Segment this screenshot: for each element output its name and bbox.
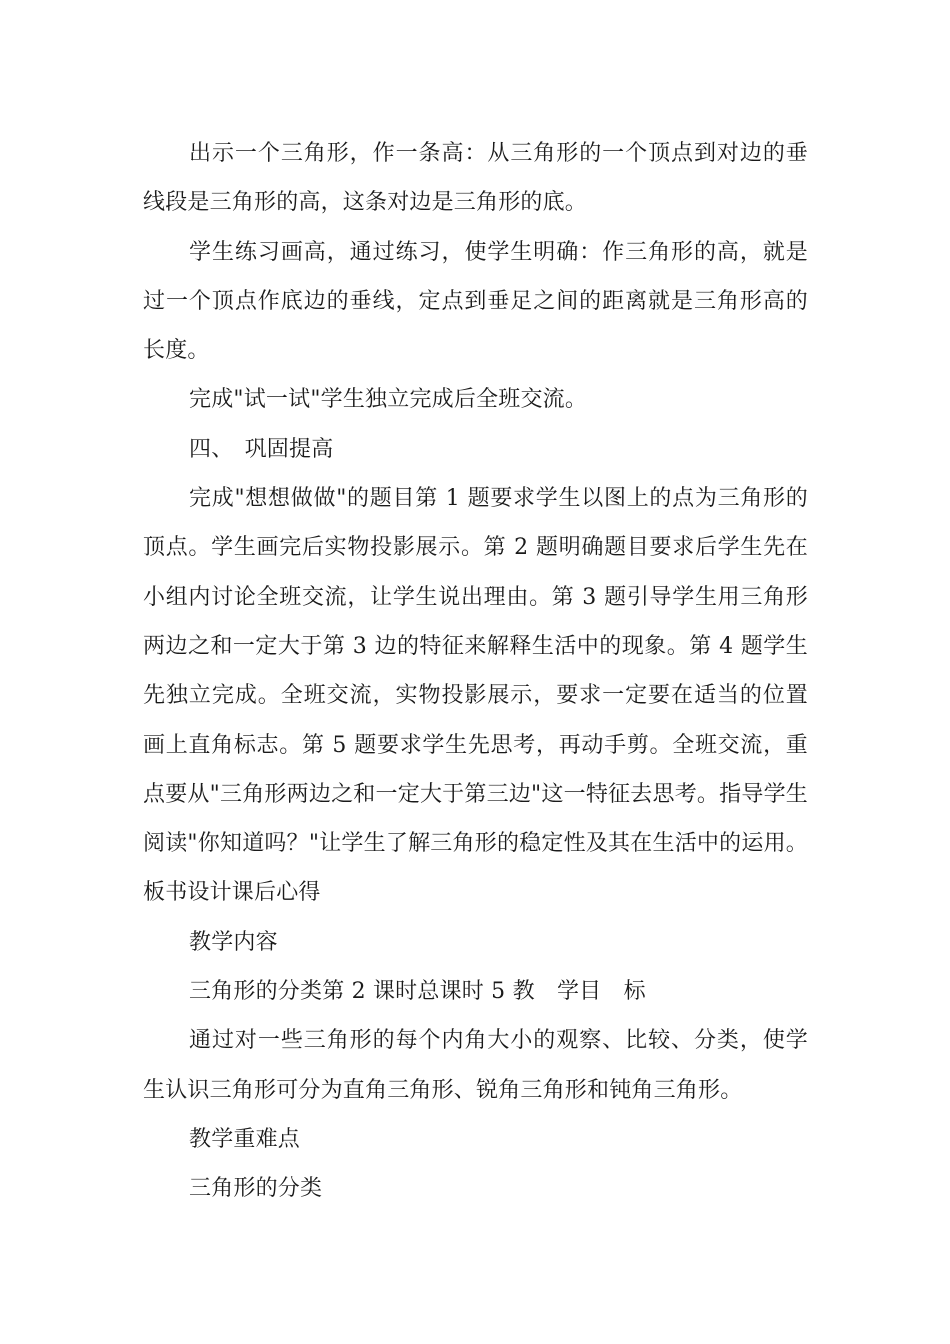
section-heading-consolidation: 四、 巩固提高 xyxy=(189,436,334,462)
paragraph-altitude-definition: 出示一个三角形，作一条高：从三角形的一个顶点到对边的垂线段是三角形的高，这条对边是三角形的底。 xyxy=(143,141,808,216)
lesson-title-classification: 三角形的分类第 2 课时总课时 5 教 学目 标 xyxy=(189,979,646,1005)
document-body xyxy=(143,129,808,1214)
paragraph-exercises: 完成"想想做做"的题目第 1 题要求学生以图上的点为三角形的顶点。学生画完后实物投影展示。第 2 题明确题目要求后学生先在小组内讨论全班交流，让学生说出理由。第 3 题引导学生用三角形两边之和一定大于第 3 边的特征来解释生活中的现象。第 4 题学生先独立完成。全班交流，实物投影展示，要求一定要在适当的位置画上直角标志。第 5 题要求学生先思考，再动手剪。全班交流，重点要从"三角形两边之和一定大于第三边"这一特征去思考。指导学生阅读"你知道吗？"让学生了解三角形的稳定性及其在生活中的运用。板书设计课后心得 xyxy=(143,486,808,906)
paragraph-classification: 三角形的分类 xyxy=(189,1176,323,1202)
label-key-difficulties: 教学重难点 xyxy=(189,1126,301,1152)
paragraph-objectives: 通过对一些三角形的每个内角大小的观察、比较、分类，使学生认识三角形可分为直角三角形、锐角三角形和钝角三角形。 xyxy=(143,1028,808,1103)
paragraph-try-it: 完成"试一试"学生独立完成后全班交流。 xyxy=(189,387,588,413)
paragraph-drawing-practice: 学生练习画高，通过练习，使学生明确：作三角形的高，就是过一个顶点作底边的垂线，定点到垂足之间的距离就是三角形高的长度。 xyxy=(143,239,808,364)
label-teaching-content: 教学内容 xyxy=(189,929,278,955)
